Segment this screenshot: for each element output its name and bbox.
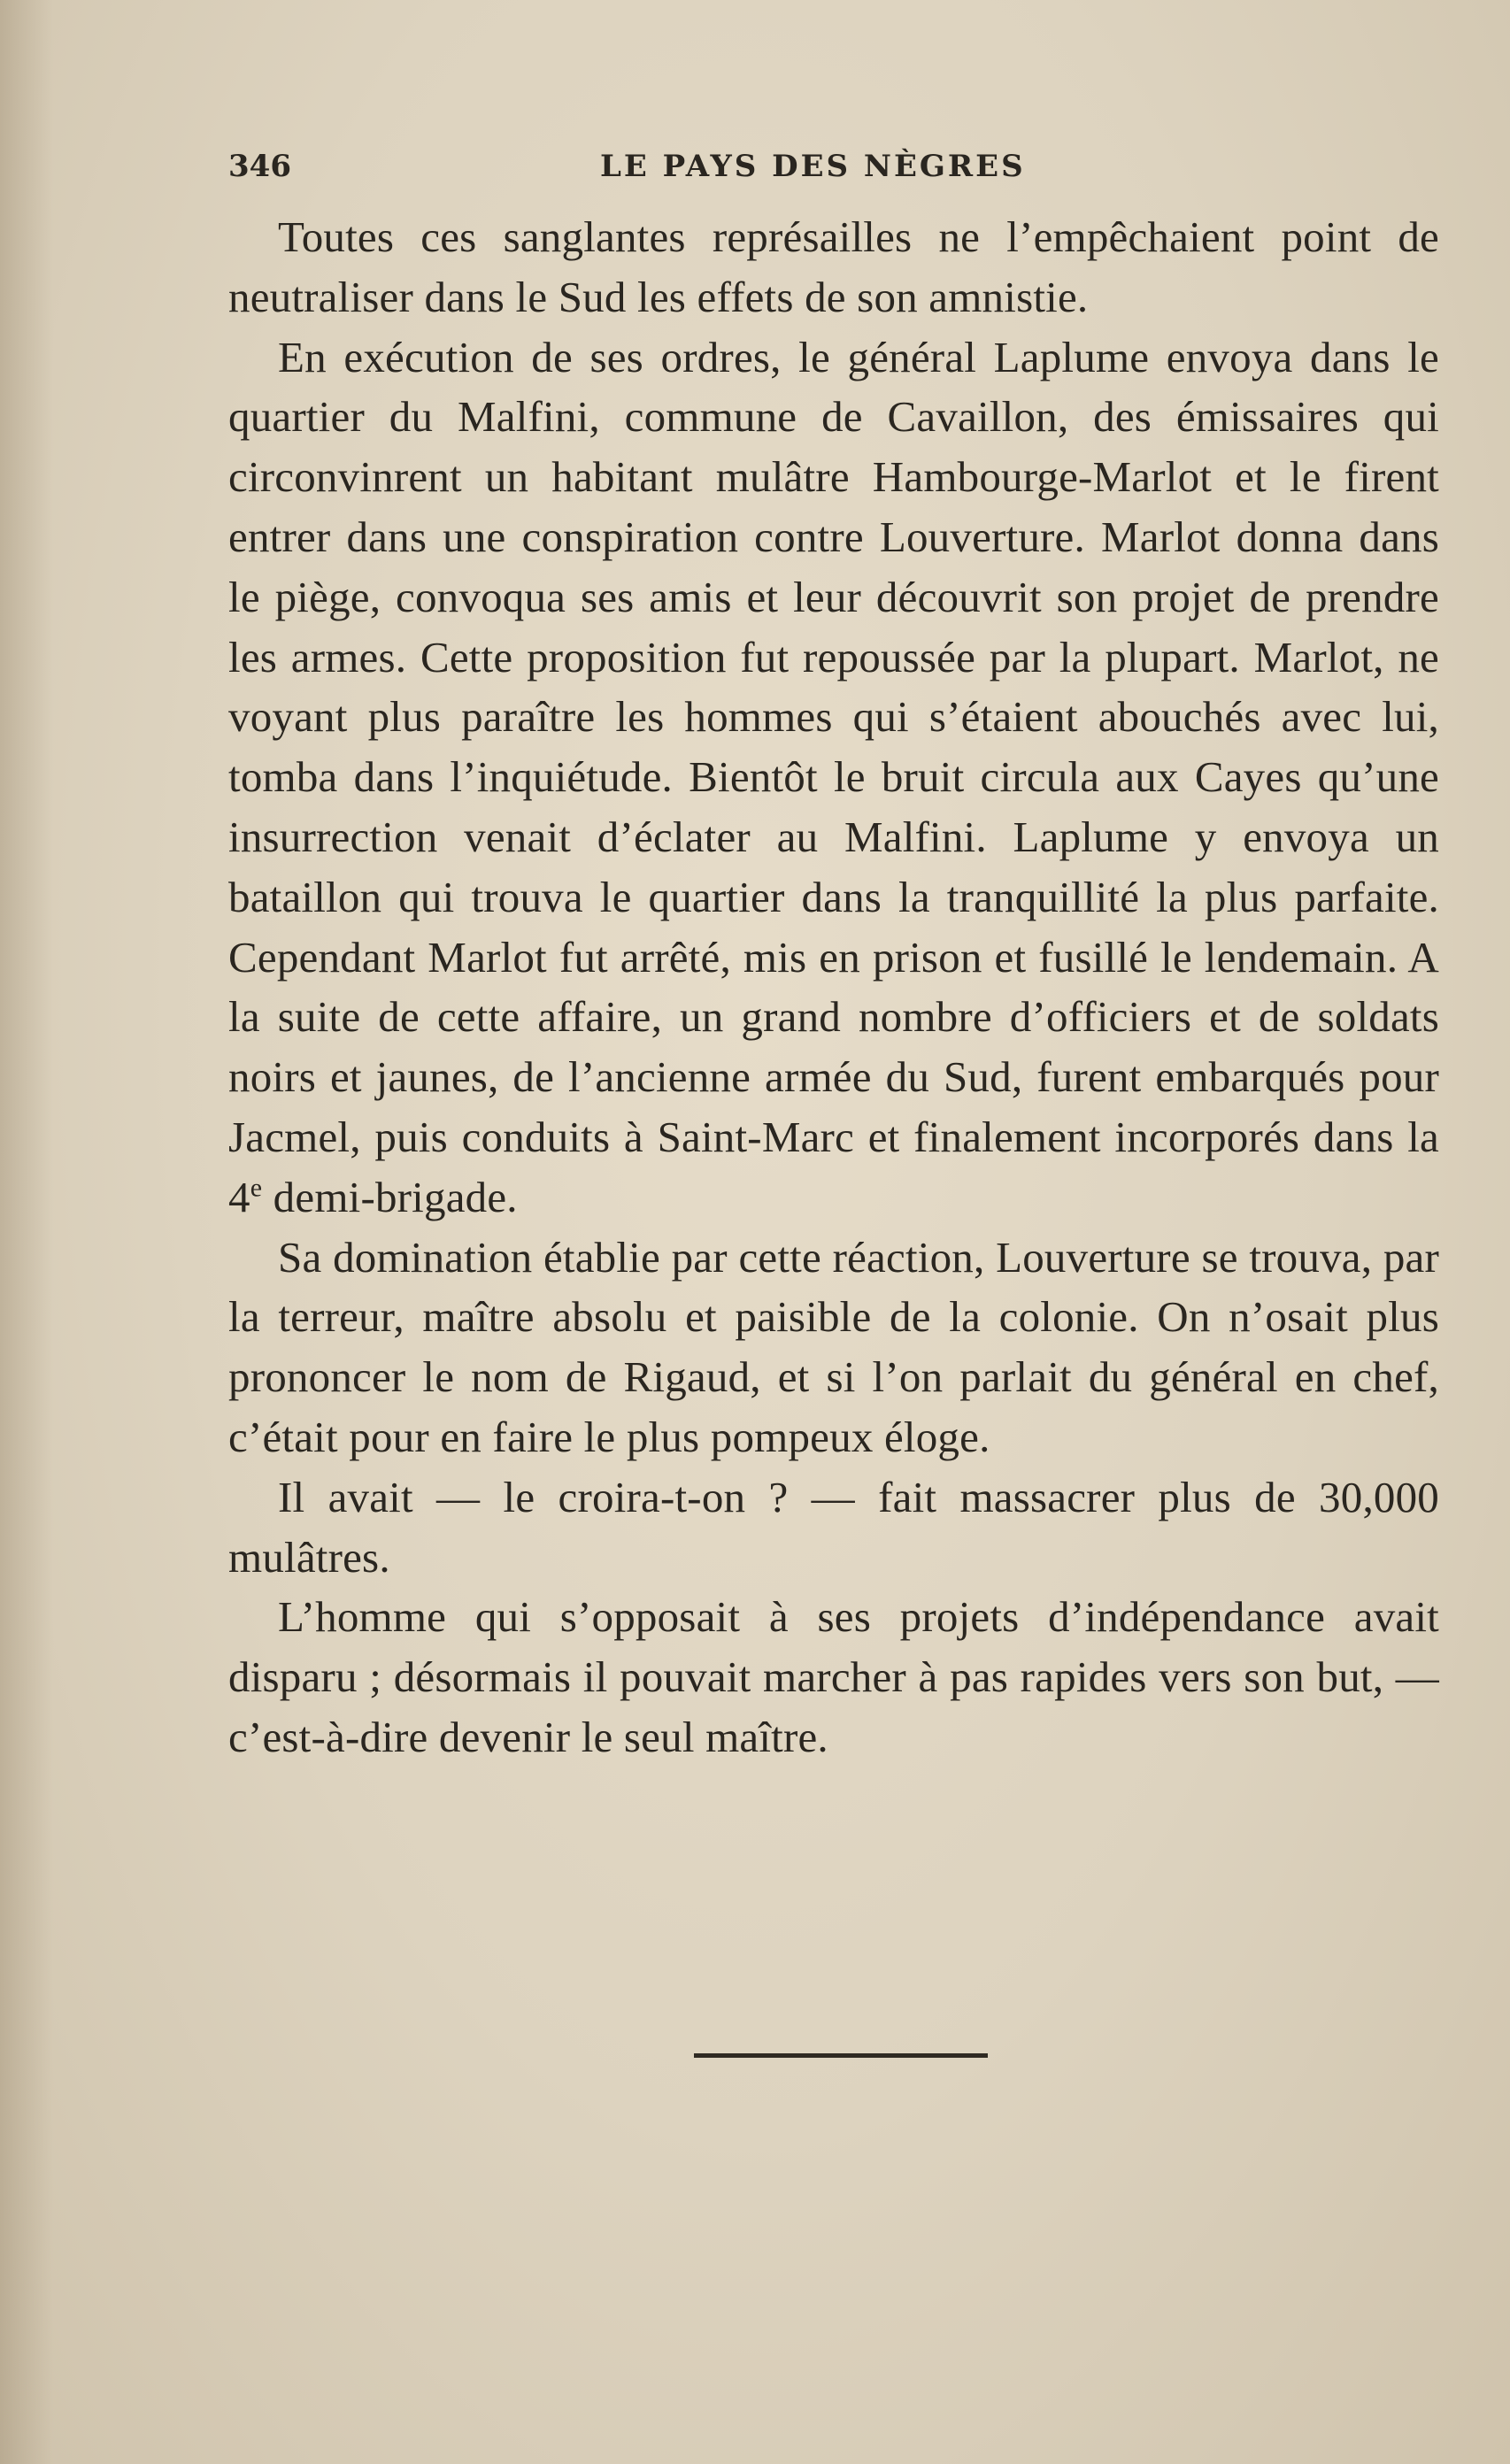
running-title: LE PAYS DES NÈGRES xyxy=(600,149,1026,184)
ordinal-superscript: e xyxy=(250,1173,263,1203)
paragraph-2 xyxy=(228,327,1439,1228)
page-edge-shadow xyxy=(0,0,53,2464)
brigade-label: demi-brigade. xyxy=(262,1172,518,1221)
paragraph-4: Il avait — le croira-t-on ? — fait massacrer plus de 30,000 mulâtres. xyxy=(228,1472,1439,1582)
paragraph-3: Sa domination établie par cette réaction, Louverture se trouva, par la terreur, maître absolu et paisible de la colonie. On n’osait plus prononcer le nom de Rigaud, et si l’on parlait du général en chef, c’était pour en faire le plus pompeux éloge. xyxy=(228,1232,1439,1461)
paragraph-5: L’homme qui s’opposait à ses projets d’indépendance avait disparu ; désormais il pouvait marcher à pas rapides vers son but, — c’est-à-dire devenir le seul maître. xyxy=(228,1592,1439,1761)
page-header xyxy=(228,142,1439,195)
brigade-number: 4 xyxy=(228,1172,250,1221)
paragraph-2-text: En exécution de ses ordres, le général Laplume envoya dans le quartier du Malfini, commune de Cavaillon, des émissaires qui circonvinrent un habitant mulâtre Hambourge-Marlot et le firent entrer dans une conspiration contre Louverture. Marlot donna dans le piège, convoqua ses amis et leur découvrit son projet de prendre les armes. Cette proposition fut repoussée par la plupart. Marlot, ne voyant plus paraître les hommes qui s’étaient abouchés avec lui, tomba dans l’inquiétude. Bientôt le bruit circula aux Cayes qu’une insurrection venait d’éclater au Malfini. Laplume y envoya un bataillon qui trouva le quartier dans la tranquillité la plus parfaite. Cependant Marlot fut arrêté, mis en prison et fusillé le lendemain. A la suite de cette affaire, un grand nombre d’officiers et de soldats noirs et jaunes, de l’ancienne armée du Sud, furent embarqués pour Jacmel, puis conduits à Saint-Marc et finalement incorporés dans la xyxy=(228,332,1439,1161)
section-end-rule xyxy=(694,2053,988,2058)
paragraph-1: Toutes ces sanglantes représailles ne l’empêchaient point de neutraliser dans le Sud les effets de son amnistie. xyxy=(228,212,1439,321)
page-number: 346 xyxy=(228,149,291,184)
body-text xyxy=(228,207,1439,1767)
